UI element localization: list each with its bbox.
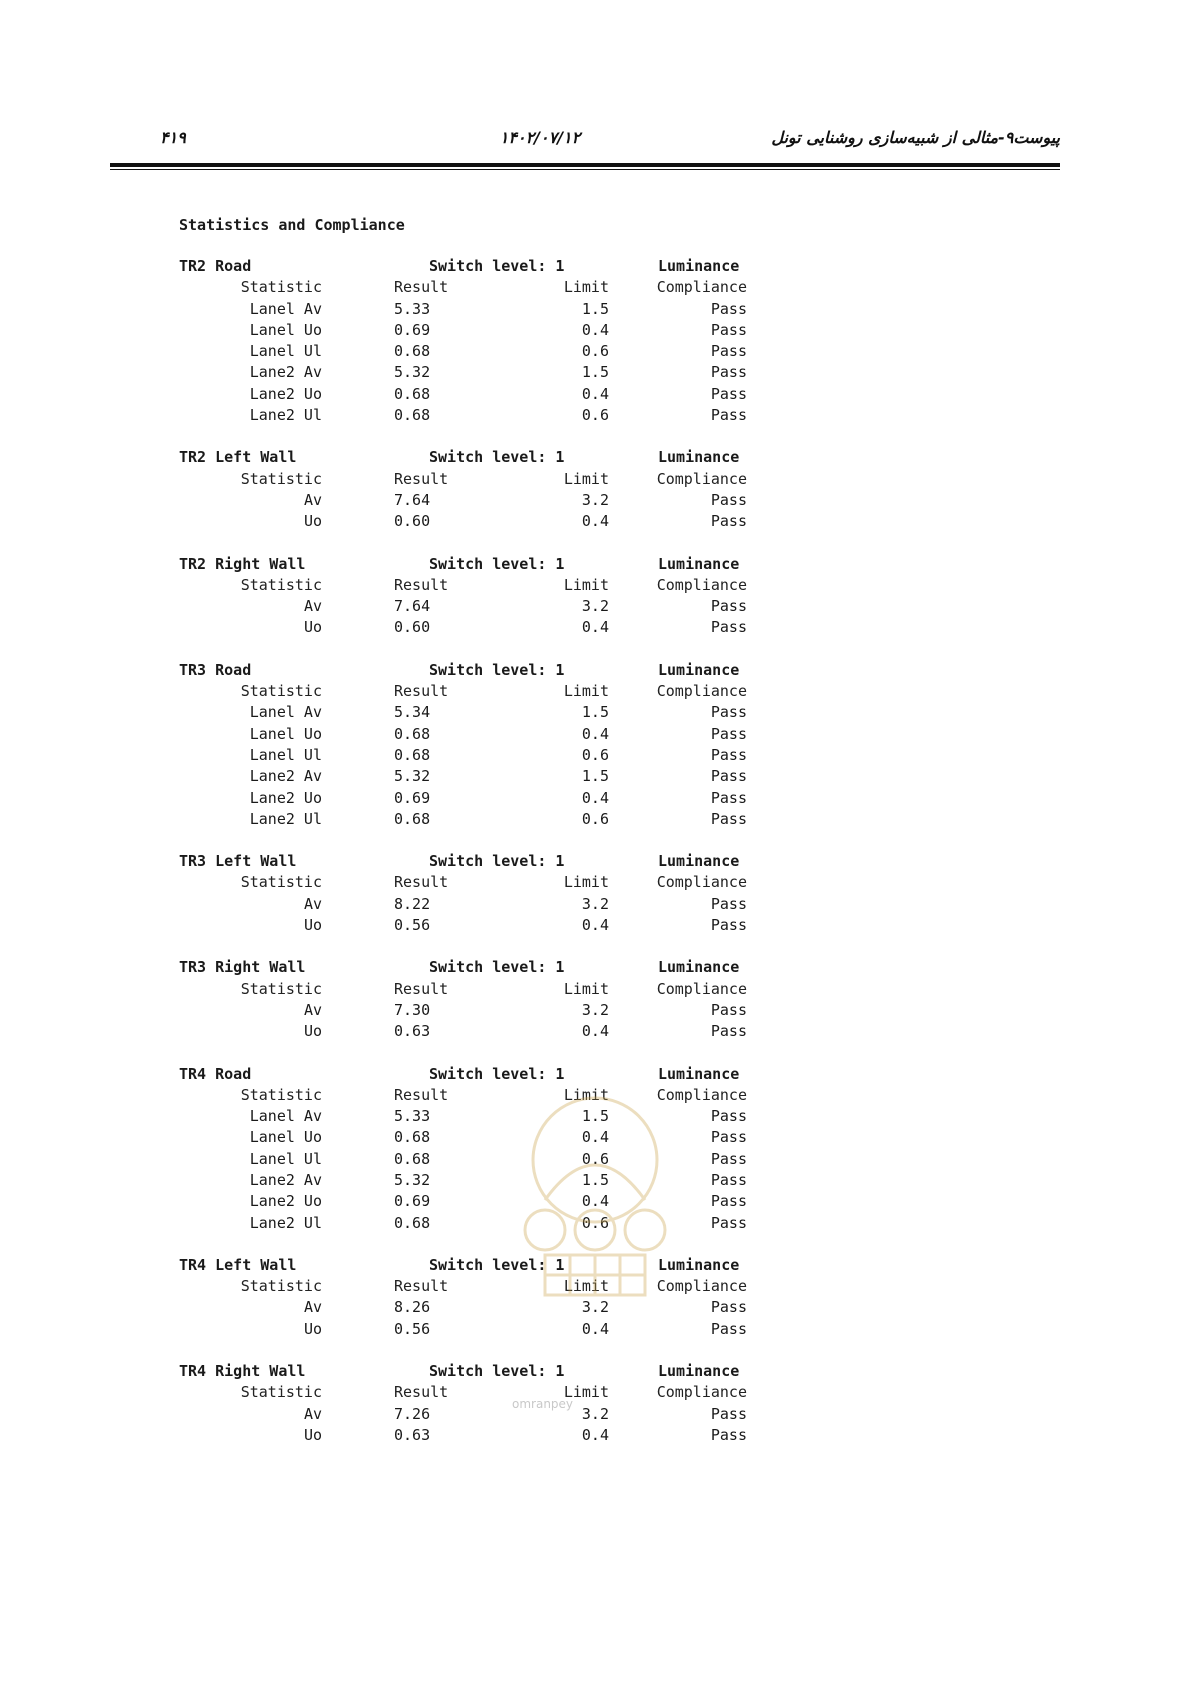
column-headers xyxy=(179,979,779,1000)
switch-level: Switch level: 1 xyxy=(429,1064,565,1083)
compliance-cell: Pass xyxy=(710,724,747,743)
compliance-cell: Pass xyxy=(710,1149,747,1168)
limit-cell: 3.2 xyxy=(581,1000,609,1019)
column-header-result: Result xyxy=(394,278,449,297)
column-header-limit: Limit xyxy=(563,278,609,297)
statistic-cell: Lane2 Uo xyxy=(249,788,322,807)
statistic-cell: Lane2 Uo xyxy=(249,1192,322,1211)
section-header xyxy=(179,1064,779,1085)
table-row xyxy=(179,1191,779,1212)
result-cell: 0.68 xyxy=(394,1149,431,1168)
limit-cell: 3.2 xyxy=(581,597,609,616)
limit-cell: 1.5 xyxy=(581,1170,609,1189)
compliance-cell: Pass xyxy=(710,788,747,807)
limit-cell: 3.2 xyxy=(581,1298,609,1317)
table-row xyxy=(179,745,779,766)
compliance-cell: Pass xyxy=(710,384,747,403)
statistic-cell: Uo xyxy=(303,1319,322,1338)
column-header-statistic: Statistic xyxy=(240,1277,322,1296)
column-header-statistic: Statistic xyxy=(240,469,322,488)
column-header-limit: Limit xyxy=(563,979,609,998)
column-header-limit: Limit xyxy=(563,1085,609,1104)
table-row xyxy=(179,1404,779,1425)
table-row xyxy=(179,894,779,915)
report-section xyxy=(179,660,779,830)
column-header-limit: Limit xyxy=(563,682,609,701)
result-cell: 0.68 xyxy=(394,1128,431,1147)
result-cell: 5.33 xyxy=(394,299,431,318)
section-name: TR4 Left Wall xyxy=(179,1255,297,1274)
compliance-cell: Pass xyxy=(710,342,747,361)
statistics-report xyxy=(179,214,779,1467)
compliance-cell: Pass xyxy=(710,1319,747,1338)
column-header-statistic: Statistic xyxy=(240,979,322,998)
limit-cell: 0.6 xyxy=(581,745,609,764)
compliance-cell: Pass xyxy=(710,320,747,339)
column-header-statistic: Statistic xyxy=(240,873,322,892)
switch-level: Switch level: 1 xyxy=(429,660,565,679)
column-header-compliance: Compliance xyxy=(656,278,747,297)
column-header-compliance: Compliance xyxy=(656,1383,747,1402)
section-header xyxy=(179,957,779,978)
column-header-statistic: Statistic xyxy=(240,278,322,297)
limit-cell: 0.4 xyxy=(581,320,609,339)
section-header xyxy=(179,1255,779,1276)
column-header-result: Result xyxy=(394,979,449,998)
column-header-statistic: Statistic xyxy=(240,1383,322,1402)
column-header-compliance: Compliance xyxy=(656,1277,747,1296)
limit-cell: 3.2 xyxy=(581,490,609,509)
measure-type: Luminance xyxy=(658,1362,740,1381)
column-header-result: Result xyxy=(394,1383,449,1402)
result-cell: 8.26 xyxy=(394,1298,431,1317)
table-row xyxy=(179,511,779,532)
result-cell: 0.56 xyxy=(394,1319,431,1338)
measure-type: Luminance xyxy=(658,852,740,871)
column-header-limit: Limit xyxy=(563,873,609,892)
measure-type: Luminance xyxy=(658,448,740,467)
limit-cell: 0.4 xyxy=(581,1128,609,1147)
limit-cell: 0.4 xyxy=(581,724,609,743)
publisher-logo-icon xyxy=(505,1090,685,1330)
table-row xyxy=(179,724,779,745)
column-headers xyxy=(179,1085,779,1106)
measure-type: Luminance xyxy=(658,257,740,275)
page-number: ۴۱۹ xyxy=(160,128,186,147)
column-headers xyxy=(179,872,779,893)
result-cell: 5.34 xyxy=(394,703,431,722)
compliance-cell: Pass xyxy=(710,916,747,935)
result-cell: 5.32 xyxy=(394,767,431,786)
table-row xyxy=(179,1319,779,1340)
compliance-cell: Pass xyxy=(710,363,747,382)
compliance-cell: Pass xyxy=(710,1404,747,1423)
compliance-cell: Pass xyxy=(710,618,747,637)
limit-cell: 1.5 xyxy=(581,703,609,722)
table-row xyxy=(179,702,779,723)
result-cell: 8.22 xyxy=(394,894,431,913)
compliance-cell: Pass xyxy=(710,745,747,764)
statistic-cell: Lanel Uo xyxy=(249,724,322,743)
statistic-cell: Lanel Ul xyxy=(249,1149,322,1168)
column-header-result: Result xyxy=(394,1277,449,1296)
table-row xyxy=(179,1297,779,1318)
table-row xyxy=(179,1021,779,1042)
compliance-cell: Pass xyxy=(710,1170,747,1189)
column-header-statistic: Statistic xyxy=(240,1085,322,1104)
column-headers xyxy=(179,681,779,702)
result-cell: 0.68 xyxy=(394,406,431,425)
result-cell: 0.68 xyxy=(394,745,431,764)
table-row xyxy=(179,1127,779,1148)
table-row xyxy=(179,1149,779,1170)
section-name: TR4 Road xyxy=(179,1064,252,1083)
result-cell: 5.32 xyxy=(394,363,431,382)
column-header-compliance: Compliance xyxy=(656,873,747,892)
statistic-cell: Av xyxy=(303,894,322,913)
column-header-statistic: Statistic xyxy=(240,575,322,594)
result-cell: 0.56 xyxy=(394,916,431,935)
compliance-cell: Pass xyxy=(710,597,747,616)
column-headers xyxy=(179,1382,779,1403)
limit-cell: 1.5 xyxy=(581,767,609,786)
result-cell: 7.26 xyxy=(394,1404,431,1423)
header-date: ۱۴۰۲/۰۷/۱۲ xyxy=(499,128,581,147)
statistic-cell: Uo xyxy=(303,916,322,935)
measure-type: Luminance xyxy=(658,1064,740,1083)
limit-cell: 3.2 xyxy=(581,894,609,913)
limit-cell: 0.4 xyxy=(581,916,609,935)
limit-cell: 0.4 xyxy=(581,1319,609,1338)
section-header xyxy=(179,256,779,277)
column-header-result: Result xyxy=(394,575,449,594)
table-row xyxy=(179,299,779,320)
report-section xyxy=(179,554,779,639)
switch-level: Switch level: 1 xyxy=(429,958,565,977)
column-header-compliance: Compliance xyxy=(656,575,747,594)
statistic-cell: Lane2 Ul xyxy=(249,809,322,828)
report-title: Statistics and Compliance xyxy=(179,216,405,234)
page-header xyxy=(110,128,1060,158)
limit-cell: 0.6 xyxy=(581,342,609,361)
compliance-cell: Pass xyxy=(710,809,747,828)
header-rule-thin xyxy=(110,169,1060,170)
section-name: TR3 Right Wall xyxy=(179,958,306,977)
compliance-cell: Pass xyxy=(710,1022,747,1041)
compliance-cell: Pass xyxy=(710,1213,747,1232)
switch-level: Switch level: 1 xyxy=(429,257,565,275)
statistic-cell: Lane2 Ul xyxy=(249,406,322,425)
report-section xyxy=(179,1064,779,1234)
column-header-statistic: Statistic xyxy=(240,682,322,701)
limit-cell: 0.6 xyxy=(581,1213,609,1232)
statistic-cell: Av xyxy=(303,1404,322,1423)
compliance-cell: Pass xyxy=(710,299,747,318)
limit-cell: 1.5 xyxy=(581,1107,609,1126)
result-cell: 0.63 xyxy=(394,1022,431,1041)
limit-cell: 0.4 xyxy=(581,384,609,403)
compliance-cell: Pass xyxy=(710,1000,747,1019)
column-header-result: Result xyxy=(394,873,449,892)
result-cell: 0.69 xyxy=(394,320,431,339)
limit-cell: 0.4 xyxy=(581,618,609,637)
switch-level: Switch level: 1 xyxy=(429,852,565,871)
table-row xyxy=(179,617,779,638)
table-row xyxy=(179,766,779,787)
statistic-cell: Uo xyxy=(303,512,322,531)
statistic-cell: Uo xyxy=(303,618,322,637)
measure-type: Luminance xyxy=(658,958,740,977)
compliance-cell: Pass xyxy=(710,703,747,722)
statistic-cell: Lanel Av xyxy=(249,703,322,722)
statistic-cell: Lane2 Uo xyxy=(249,384,322,403)
column-headers xyxy=(179,1276,779,1297)
statistic-cell: Av xyxy=(303,1298,322,1317)
limit-cell: 0.4 xyxy=(581,1425,609,1444)
compliance-cell: Pass xyxy=(710,1128,747,1147)
statistic-cell: Lanel Ul xyxy=(249,342,322,361)
compliance-cell: Pass xyxy=(710,1298,747,1317)
statistic-cell: Lanel Av xyxy=(249,1107,322,1126)
table-row xyxy=(179,809,779,830)
result-cell: 0.68 xyxy=(394,724,431,743)
compliance-cell: Pass xyxy=(710,894,747,913)
result-cell: 0.69 xyxy=(394,788,431,807)
table-row xyxy=(179,362,779,383)
limit-cell: 1.5 xyxy=(581,363,609,382)
report-section xyxy=(179,256,779,426)
result-cell: 0.63 xyxy=(394,1425,431,1444)
section-header xyxy=(179,447,779,468)
result-cell: 0.68 xyxy=(394,1213,431,1232)
header-rule-thick xyxy=(110,163,1060,167)
table-row xyxy=(179,320,779,341)
column-headers xyxy=(179,575,779,596)
statistic-cell: Av xyxy=(303,1000,322,1019)
section-header xyxy=(179,1361,779,1382)
section-name: TR2 Road xyxy=(179,257,252,275)
column-header-compliance: Compliance xyxy=(656,1085,747,1104)
statistic-cell: Av xyxy=(303,490,322,509)
limit-cell: 3.2 xyxy=(581,1404,609,1423)
statistic-cell: Lane2 Av xyxy=(249,363,322,382)
limit-cell: 1.5 xyxy=(581,299,609,318)
column-header-result: Result xyxy=(394,1085,449,1104)
statistic-cell: Lanel Uo xyxy=(249,320,322,339)
statistic-cell: Uo xyxy=(303,1425,322,1444)
table-row xyxy=(179,490,779,511)
column-header-limit: Limit xyxy=(563,1277,609,1296)
table-row xyxy=(179,1170,779,1191)
table-row xyxy=(179,384,779,405)
result-cell: 0.68 xyxy=(394,384,431,403)
report-section xyxy=(179,447,779,532)
statistic-cell: Av xyxy=(303,597,322,616)
result-cell: 0.68 xyxy=(394,342,431,361)
limit-cell: 0.4 xyxy=(581,788,609,807)
section-name: TR2 Left Wall xyxy=(179,448,297,467)
watermark-text: omranpey xyxy=(512,1397,574,1411)
measure-type: Luminance xyxy=(658,1255,740,1274)
result-cell: 0.68 xyxy=(394,809,431,828)
result-cell: 5.33 xyxy=(394,1107,431,1126)
column-header-compliance: Compliance xyxy=(656,979,747,998)
column-header-limit: Limit xyxy=(563,1383,609,1402)
measure-type: Luminance xyxy=(658,660,740,679)
statistic-cell: Lane2 Av xyxy=(249,1170,322,1189)
section-header xyxy=(179,660,779,681)
table-row xyxy=(179,405,779,426)
column-headers xyxy=(179,277,779,298)
result-cell: 0.69 xyxy=(394,1192,431,1211)
compliance-cell: Pass xyxy=(710,1425,747,1444)
compliance-cell: Pass xyxy=(710,767,747,786)
limit-cell: 0.6 xyxy=(581,1149,609,1168)
compliance-cell: Pass xyxy=(710,406,747,425)
report-section xyxy=(179,851,779,936)
report-section xyxy=(179,1361,779,1446)
limit-cell: 0.6 xyxy=(581,809,609,828)
statistic-cell: Lanel Av xyxy=(249,299,322,318)
table-row xyxy=(179,1106,779,1127)
header-title: پیوست۹-مثالی از شبیه‌سازی روشنایی تونل xyxy=(771,128,1060,147)
statistic-cell: Lanel Uo xyxy=(249,1128,322,1147)
section-name: TR3 Road xyxy=(179,660,252,679)
table-row xyxy=(179,788,779,809)
column-header-limit: Limit xyxy=(563,575,609,594)
compliance-cell: Pass xyxy=(710,490,747,509)
table-row xyxy=(179,1425,779,1446)
statistic-cell: Lane2 Ul xyxy=(249,1213,322,1232)
switch-level: Switch level: 1 xyxy=(429,1255,565,1274)
column-header-result: Result xyxy=(394,469,449,488)
limit-cell: 0.4 xyxy=(581,512,609,531)
table-row xyxy=(179,1000,779,1021)
section-header xyxy=(179,851,779,872)
measure-type: Luminance xyxy=(658,554,740,573)
section-name: TR4 Right Wall xyxy=(179,1362,306,1381)
column-header-compliance: Compliance xyxy=(656,469,747,488)
column-headers xyxy=(179,469,779,490)
statistic-cell: Lane2 Av xyxy=(249,767,322,786)
switch-level: Switch level: 1 xyxy=(429,554,565,573)
table-row xyxy=(179,341,779,362)
table-row xyxy=(179,915,779,936)
result-cell: 0.60 xyxy=(394,618,431,637)
limit-cell: 0.4 xyxy=(581,1192,609,1211)
limit-cell: 0.4 xyxy=(581,1022,609,1041)
switch-level: Switch level: 1 xyxy=(429,448,565,467)
result-cell: 0.60 xyxy=(394,512,431,531)
column-header-limit: Limit xyxy=(563,469,609,488)
report-section xyxy=(179,957,779,1042)
report-sections xyxy=(179,256,779,1446)
limit-cell: 0.6 xyxy=(581,406,609,425)
section-name: TR2 Right Wall xyxy=(179,554,306,573)
compliance-cell: Pass xyxy=(710,1192,747,1211)
column-header-compliance: Compliance xyxy=(656,682,747,701)
result-cell: 7.64 xyxy=(394,490,431,509)
section-header xyxy=(179,554,779,575)
result-cell: 7.30 xyxy=(394,1000,431,1019)
column-header-result: Result xyxy=(394,682,449,701)
compliance-cell: Pass xyxy=(710,1107,747,1126)
section-name: TR3 Left Wall xyxy=(179,852,297,871)
report-section xyxy=(179,1255,779,1340)
switch-level: Switch level: 1 xyxy=(429,1362,565,1381)
result-cell: 5.32 xyxy=(394,1170,431,1189)
statistic-cell: Lanel Ul xyxy=(249,745,322,764)
compliance-cell: Pass xyxy=(710,512,747,531)
table-row xyxy=(179,596,779,617)
result-cell: 7.64 xyxy=(394,597,431,616)
statistic-cell: Uo xyxy=(303,1022,322,1041)
table-row xyxy=(179,1213,779,1234)
